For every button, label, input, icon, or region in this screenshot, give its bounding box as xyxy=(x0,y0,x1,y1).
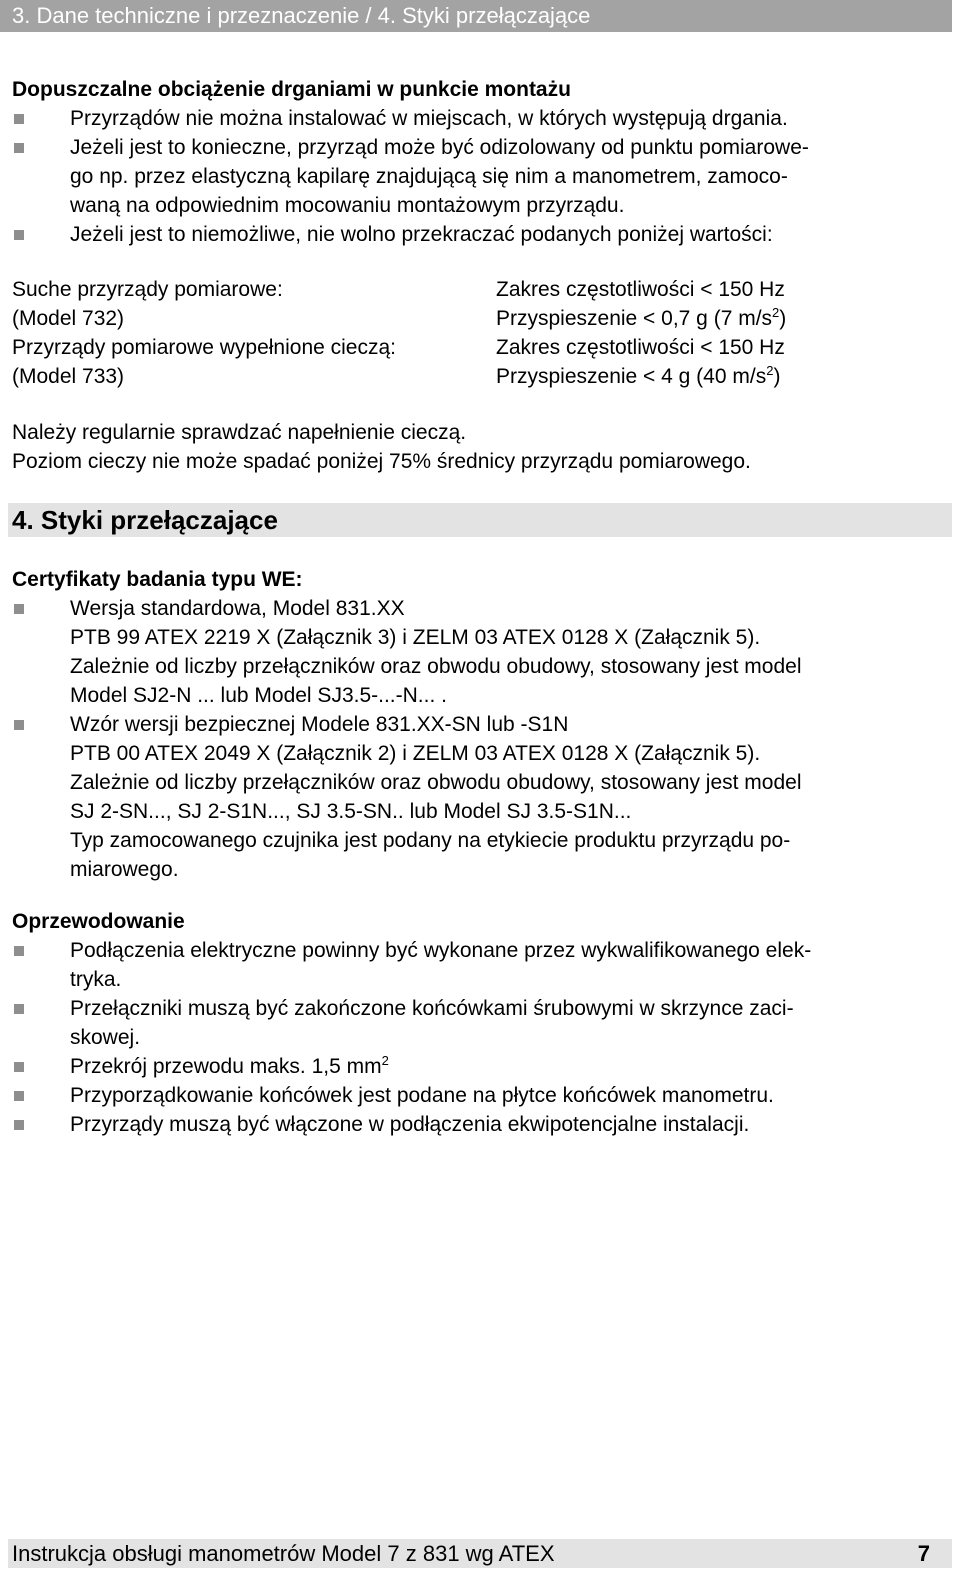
list-item-text: miarowego. xyxy=(70,858,179,881)
list-item-text: skowej. xyxy=(70,1026,141,1049)
list-item-text: Przyporządkowanie końcówek jest podane na płytce końcówek manometru. xyxy=(70,1084,774,1107)
spec-value: Zakres częstotliwości < 150 Hz xyxy=(496,336,785,359)
page-footer xyxy=(8,1539,952,1568)
list-item xyxy=(12,133,952,220)
section-title: 4. Styki przełączające xyxy=(12,505,278,535)
wiring-list xyxy=(12,936,952,1139)
list-item-text: PTB 99 ATEX 2219 X (Załącznik 3) i ZELM 03 ATEX 0128 X (Załącznik 5). xyxy=(70,626,761,649)
wiring-heading: Oprzewodowanie xyxy=(12,910,185,933)
list-item-text: Wzór wersji bezpiecznej Modele 831.XX-SN lub -S1N xyxy=(70,713,569,736)
vibration-spec-table xyxy=(12,275,952,391)
list-item-text: Zależnie od liczby przełączników oraz obwodu obudowy, stosowany jest model xyxy=(70,655,802,678)
list-item-text: Przełączniki muszą być zakończone końcówkami śrubowymi w skrzynce zaci- xyxy=(70,997,794,1020)
list-item-text: SJ 2-SN..., SJ 2-S1N..., SJ 3.5-SN.. lub Model SJ 3.5-S1N... xyxy=(70,800,632,823)
spec-label: (Model 732) xyxy=(12,307,125,330)
list-item xyxy=(12,594,952,710)
list-item xyxy=(12,710,952,884)
footer-title: Instrukcja obsługi manometrów Model 7 z 831 wg ATEX xyxy=(12,1541,555,1566)
list-item-text: Zależnie od liczby przełączników oraz obwodu obudowy, stosowany jest model xyxy=(70,771,802,794)
list-item-text: Jeżeli jest to niemożliwe, nie wolno przekraczać podanych poniżej wartości: xyxy=(70,223,773,246)
square-bullet-icon xyxy=(14,230,24,240)
square-bullet-icon xyxy=(14,604,24,614)
list-item-text: waną na odpowiednim mocowaniu montażowym przyrządu. xyxy=(70,194,625,217)
list-item xyxy=(12,1110,952,1139)
list-item xyxy=(12,994,952,1052)
page-number: 7 xyxy=(917,1541,930,1566)
list-item-text: go np. przez elastyczną kapilarę znajdującą się nim a manometrem, zamoco- xyxy=(70,165,788,188)
square-bullet-icon xyxy=(14,143,24,153)
vibration-heading: Dopuszczalne obciążenie drganiami w punkcie montażu xyxy=(12,78,571,101)
list-item-text: Model SJ2-N ... lub Model SJ3.5-...-N... . xyxy=(70,684,447,707)
square-bullet-icon xyxy=(14,720,24,730)
list-item xyxy=(12,1052,952,1081)
list-item-text: Wersja standardowa, Model 831.XX xyxy=(70,597,405,620)
list-item xyxy=(12,104,952,133)
list-item-text: Przekrój przewodu maks. 1,5 $mm^2$ xyxy=(70,1053,389,1078)
vibration-list xyxy=(12,104,952,249)
spec-row xyxy=(12,362,952,391)
square-bullet-icon xyxy=(14,1120,24,1130)
square-bullet-icon xyxy=(14,1091,24,1101)
list-item xyxy=(12,220,952,249)
spec-label: Przyrządy pomiarowe wypełnione cieczą: xyxy=(12,336,396,359)
certificates-list xyxy=(12,594,952,884)
list-item xyxy=(12,936,952,994)
list-item xyxy=(12,1081,952,1110)
page-header: 3. Dane techniczne i przeznaczenie / 4. Styki przełączające xyxy=(0,0,952,32)
spec-label: Suche przyrządy pomiarowe: xyxy=(12,278,283,301)
list-item-text: Podłączenia elektryczne powinny być wykonane przez wykwalifikowanego elek- xyxy=(70,939,812,962)
list-item-text: tryka. xyxy=(70,968,122,991)
spec-row xyxy=(12,275,952,304)
certificates-heading: Certyfikaty badania typu WE: xyxy=(12,568,303,591)
spec-label: (Model 733) xyxy=(12,365,125,388)
spec-row xyxy=(12,333,952,362)
square-bullet-icon xyxy=(14,1062,24,1072)
list-item-text: Przyrządy muszą być włączone w podłączenia ekwipotencjalne instalacji. xyxy=(70,1113,750,1136)
spec-value: Przyspieszenie < 4 g (40 $m/s^2$) xyxy=(496,363,781,388)
list-item-text: Typ zamocowanego czujnika jest podany na etykiecie produktu przyrządu po- xyxy=(70,829,791,852)
list-item-text: Jeżeli jest to konieczne, przyrząd może być odizolowany od punktu pomiarowe- xyxy=(70,136,809,159)
spec-value: Zakres częstotliwości < 150 Hz xyxy=(496,278,785,301)
spec-value: Przyspieszenie < 0,7 g (7 $m/s^2$) xyxy=(496,305,787,330)
square-bullet-icon xyxy=(14,114,24,124)
list-item-text: Przyrządów nie można instalować w miejscach, w których występują drgania. xyxy=(70,107,788,130)
spec-row xyxy=(12,304,952,333)
list-item-text: PTB 00 ATEX 2049 X (Załącznik 2) i ZELM 03 ATEX 0128 X (Załącznik 5). xyxy=(70,742,761,765)
square-bullet-icon xyxy=(14,946,24,956)
square-bullet-icon xyxy=(14,1004,24,1014)
note-level: Poziom cieczy nie może spadać poniżej 75% średnicy przyrządu pomiarowego. xyxy=(12,450,751,473)
note-refill: Należy regularnie sprawdzać napełnienie cieczą. xyxy=(12,421,467,444)
